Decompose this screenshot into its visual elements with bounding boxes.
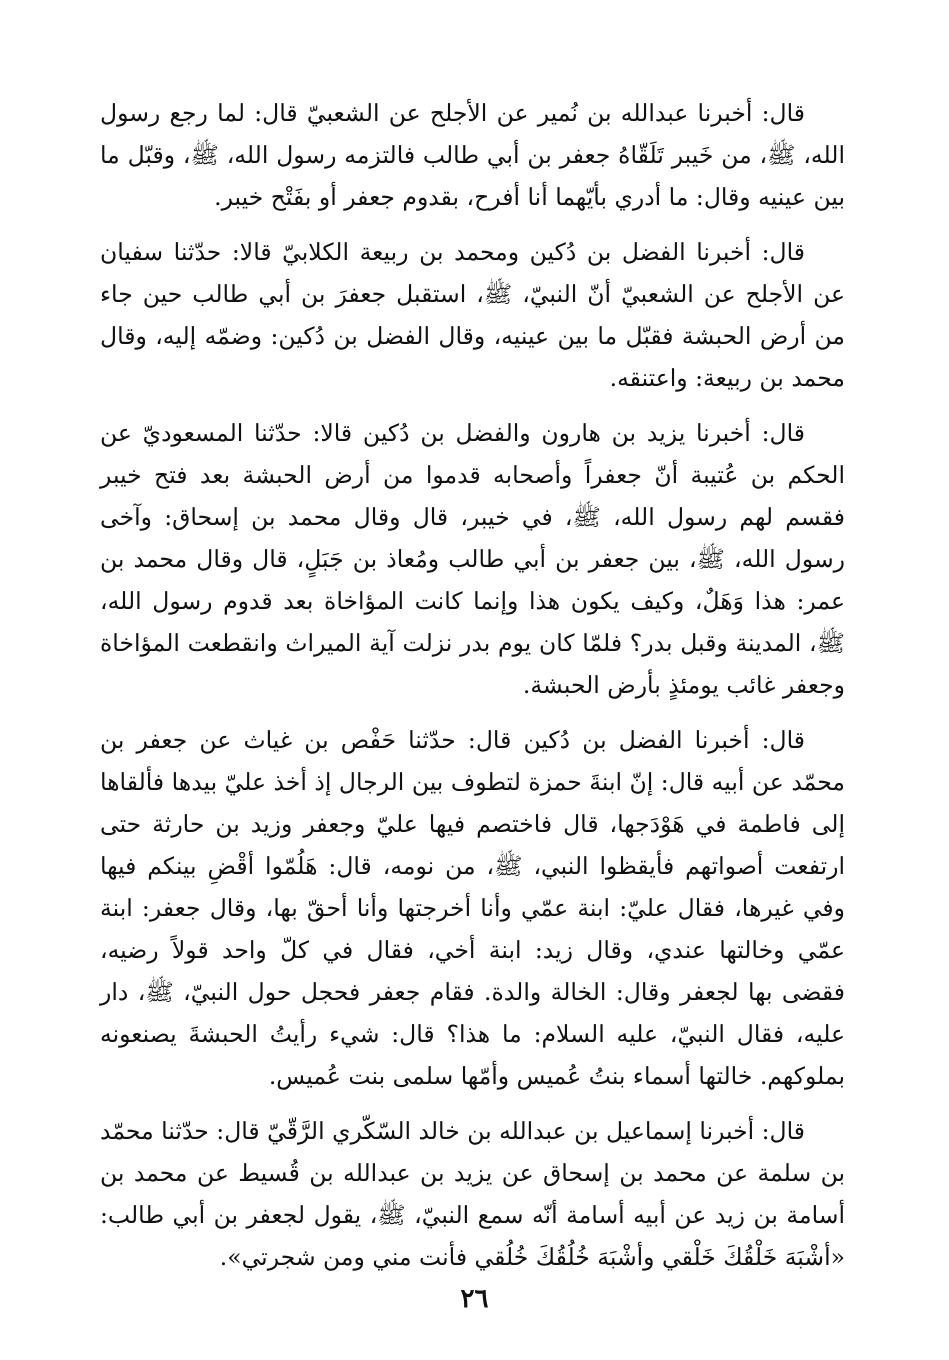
paragraph-5: قال: أخبرنا إسماعيل بن عبدالله بن خالد السّكّري الرَّقّيّ قال: حدّثنا محمّد بن سلمة عن محمد بن إسحاق عن يزيد بن عبدالله بن قُسيط عن محمد بن أسامة بن زيد عن أبيه أسامة أنّه سمع النبيّ، ﷺ، يقول لجعفر بن أبي طالب: «أشْبَهَ خَلْقُكَ خَلْقي وأشْبَهَ خُلُقُكَ خُلُقي فأنت مني ومن شجرتي». [100, 1117, 845, 1271]
paragraph-2: قال: أخبرنا الفضل بن دُكين ومحمد بن ربيعة الكلابيّ قالا: حدّثنا سفيان عن الأجلح عن الشعبيّ أنّ النبيّ، ﷺ، استقبل جعفرَ بن أبي طالب حين جاء من أرض الحبشة فقبّل ما بين عينيه، وقال الفضل بن دُكين: وضمّه إليه، وقال محمد بن ربيعة: واعتنقه. [100, 238, 845, 392]
paragraph-3: قال: أخبرنا يزيد بن هارون والفضل بن دُكين قالا: حدّثنا المسعوديّ عن الحكم بن عُتيبة أنّ جعفراً وأصحابه قدموا من أرض الحبشة بعد فتح خيبر فقسم لهم رسول الله، ﷺ، في خيبر، قال وقال محمد بن إسحاق: وآخى رسول الله، ﷺ، بين جعفر بن أبي طالب ومُعاذ بن جَبَلٍ، قال وقال محمد بن عمر: هذا وَهَلٌ، وكيف يكون هذا وإنما كانت المؤاخاة بعد قدوم رسول الله، ﷺ، المدينة وقبل بدر؟ فلمّا كان يوم بدر نزلت آية الميراث وانقطعت المؤاخاة وجعفر غائب يومئذٍ بأرض الحبشة. [100, 419, 845, 699]
page-body [100, 92, 845, 1291]
page-number: ٢٦ [460, 1284, 489, 1314]
paragraph-1: قال: أخبرنا عبدالله بن نُمير عن الأجلح عن الشعبيّ قال: لما رجع رسول الله، ﷺ، من خَيبر تَلَقّاهُ جعفر بن أبي طالب فالتزمه رسول الله، ﷺ، وقبّل ما بين عينيه وقال: ما أدري بأيّهما أنا أفرح، بقدوم جعفر أو بفَتْح خيبر. [100, 99, 845, 211]
paragraph-4: قال: أخبرنا الفضل بن دُكين قال: حدّثنا حَفْص بن غياث عن جعفر بن محمّد عن أبيه قال: إنّ ابنةَ حمزة لتطوف بين الرجال إذ أخذ عليّ بيدها فألقاها إلى فاطمة في هَوْدَجها، قال فاختصم فيها عليّ وجعفر وزيد بن حارثة حتى ارتفعت أصواتهم فأيقظوا النبي، ﷺ، من نومه، قال: هَلُمّوا أقْضِ بينكم فيها وفي غيرها، فقال عليّ: ابنة عمّي وأنا أخرجتها وأنا أحقّ بها، وقال جعفر: ابنة عمّي وخالتها عندي، وقال زيد: ابنة أخي، فقال في كلّ واحد قولاً رضيه، فقضى بها لجعفر وقال: الخالة والدة. فقام جعفر فحجل حول النبيّ، ﷺ، دار عليه، فقال النبيّ، عليه السلام: ما هذا؟ قال: شيء رأيتُ الحبشةَ يصنعونه بملوكهم. خالتها أسماء بنتُ عُميس وأمّها سلمى بنت عُميس. [100, 726, 845, 1090]
